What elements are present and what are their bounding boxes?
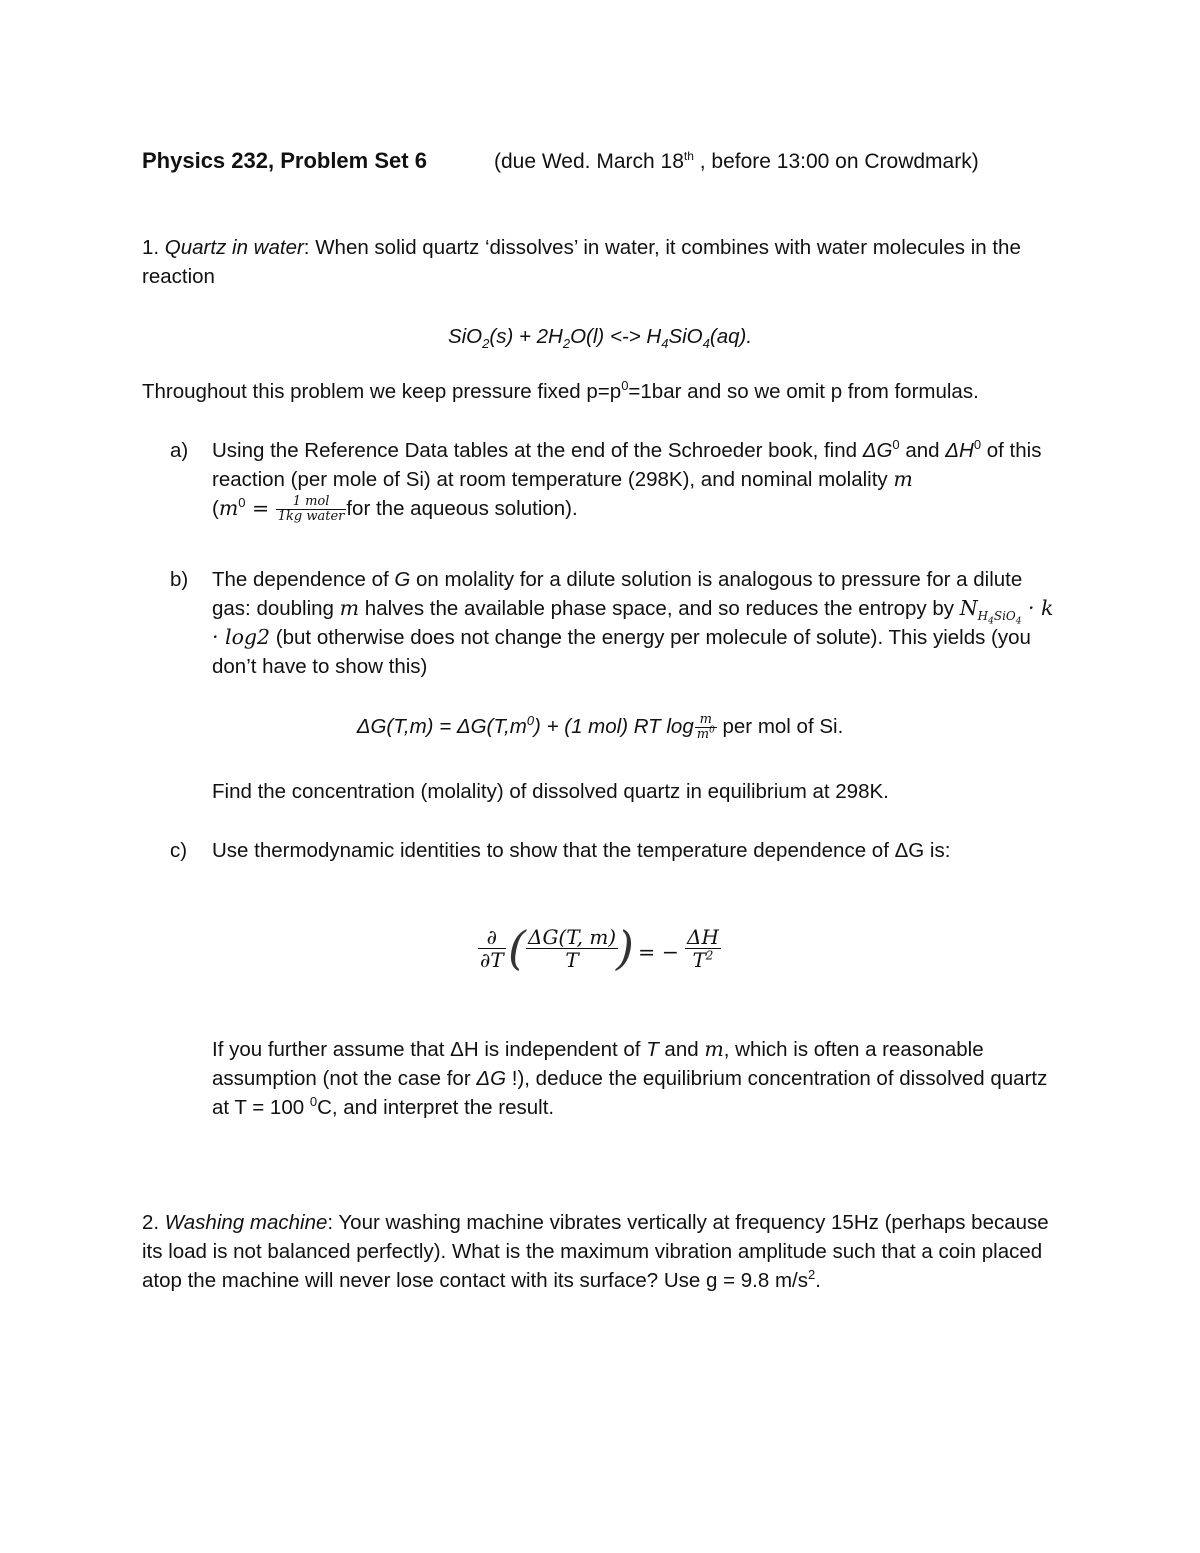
part-c-label: c) bbox=[170, 839, 188, 862]
part-c-followup: If you further assume that ΔH is independent of T and m, which is often a reasonable assumption (not the case for ΔG !), deduce the equilibrium concentration of dissolved quartz at T = 100 $^0$C, and interpret the result. bbox=[212, 1037, 1048, 1119]
header bbox=[142, 146, 979, 176]
part-a-label: a) bbox=[170, 439, 189, 462]
due-date: (due Wed. March 18th , before 13:00 on Crowdmark) bbox=[494, 149, 979, 173]
part-c-text: Use thermodynamic identities to show that the temperature dependence of ΔG is: bbox=[212, 839, 951, 862]
q2-topic: Washing machine bbox=[164, 1211, 328, 1234]
reaction-equation: $SiO_2(s) + 2H_2O(l)$ <-> $H_4SiO_4(aq)$. bbox=[447, 325, 753, 352]
pressure-statement: Throughout this problem we keep pressure fixed $p=p^0=1bar$ and so we omit p from formulas. bbox=[142, 378, 979, 403]
molality-equation: $\Delta G(T,m) = \Delta G(T,m^0) + (1$ mol) RT log $\frac{m}{m^0}$ per mol of Si. bbox=[356, 711, 844, 743]
part-b-find: Find the concentration (molality) of dissolved quartz in equilibrium at 298K. bbox=[212, 780, 889, 803]
temperature-derivative-equation: ∂ ∂T ( $\frac{\Delta G(T, m)}{T}$ ) = − $\frac{\Delta H}{T^2}$ bbox=[480, 921, 719, 975]
q1-intro: 1. Quartz in water: When solid quartz ‘dissolves’ in water, it combines with water molecules in the reaction bbox=[142, 236, 1021, 288]
part-b-label: b) bbox=[170, 568, 189, 591]
molality-fraction: $\frac{\text{1 mol}}{\text{1kg water}}$ bbox=[277, 493, 345, 525]
q1-topic: Quartz in water bbox=[164, 236, 304, 259]
part-b-text: The dependence of G on molality for a dilute solution is analogous to pressure for a dilute gas: doubling m halves the available phase space, and so reduces the entropy by $N_{H_4SiO_4} \cdot k \cdot \log 2$ (but otherwise does not change the energy per molecule of solute). This yields (you don’t have to show this) bbox=[212, 568, 1054, 678]
page-title: Physics 232, Problem Set 6 bbox=[142, 148, 427, 173]
q2-text: 2. Washing machine: Your washing machine vibrates vertically at frequency 15Hz (perhaps because its load is not balanced perfectly). What is the maximum vibration amplitude such that a coin placed atop the machine will never lose contact with its surface? Use g = 9.8 $m/s^2$. bbox=[142, 1211, 1049, 1292]
part-a-text: Using the Reference Data tables at the end of the Schroeder book, find $\Delta G^0$ and $\Delta H^0$ of this reaction (per mole of Si) at room temperature (298K), and nominal molality m ($m^0$ = $\frac{\text{1 mol}}{\text{1kg water}}$ for the aqueous solution). bbox=[212, 437, 1042, 525]
